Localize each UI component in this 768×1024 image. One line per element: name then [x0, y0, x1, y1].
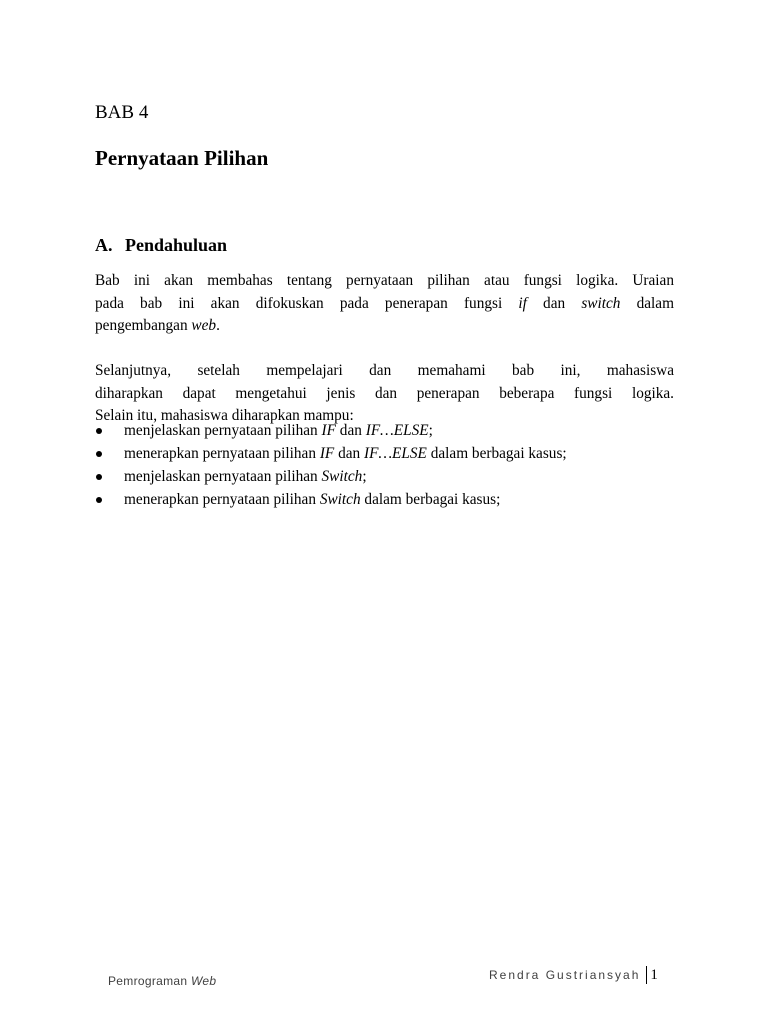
italic-term: if [518, 294, 527, 312]
intro-paragraph [95, 270, 674, 338]
list-item [95, 442, 675, 465]
objectives-paragraph [95, 360, 674, 428]
bullet-icon [96, 474, 102, 480]
section-title: Pendahuluan [125, 235, 228, 255]
chapter-label: BAB 4 [95, 102, 149, 123]
section-heading [95, 232, 227, 258]
paragraph-line [95, 315, 674, 338]
italic-term: Switch [321, 468, 363, 485]
paragraph-line: Selain itu, mahasiswa diharapkan mampu: [95, 407, 354, 424]
bullet-icon [96, 428, 102, 434]
bullet-icon [96, 497, 102, 503]
bullet-icon [96, 451, 102, 457]
paragraph-line: Selanjutnya, setelah mempelajari dan memahami bab ini, mahasiswa [95, 362, 674, 379]
footer-course-title [108, 974, 216, 988]
text-run: menerapkan pernyataan pilihan [124, 445, 320, 462]
footer-author: Rendra Gustriansyah [489, 968, 641, 982]
page-number: 1 [650, 966, 658, 983]
list-item [95, 419, 675, 442]
text-run: dalam berbagai kasus; [360, 491, 501, 508]
italic-term: IF [321, 422, 336, 439]
italic-term: switch [581, 294, 621, 312]
text-run: dalam [620, 294, 674, 312]
text-run: dalam berbagai kasus; [426, 445, 567, 462]
italic-term: IF [319, 445, 335, 462]
italic-term: web [191, 317, 217, 334]
text-run: pengembangan [95, 317, 192, 334]
text-run: ; [428, 422, 433, 439]
list-item [95, 465, 675, 488]
chapter-title: Pernyataan Pilihan [95, 146, 269, 170]
footer-divider [646, 966, 647, 984]
paragraph-line: diharapkan dapat mengetahui jenis dan penerapan beberapa fungsi logika. [95, 384, 674, 402]
italic-term: Switch [319, 491, 361, 508]
list-item [95, 488, 675, 511]
footer-italic: Web [190, 974, 217, 988]
footer-author-page [489, 966, 658, 984]
text-run: . [216, 317, 220, 334]
text-run: ; [362, 468, 367, 485]
text-run: menjelaskan pernyataan pilihan [124, 422, 322, 439]
text-run: dan [526, 294, 582, 312]
paragraph-line [95, 293, 674, 316]
footer-text: Pemrograman [108, 974, 191, 988]
italic-term: IF…ELSE [365, 422, 429, 439]
text-run: dan [334, 445, 365, 462]
objectives-list [95, 419, 675, 511]
text-run: dan [335, 422, 366, 439]
text-run: menjelaskan pernyataan pilihan [124, 468, 322, 485]
text-run: pada bab ini akan difokuskan pada penerapan fungsi [95, 294, 519, 312]
paragraph-line: Bab ini akan membahas tentang pernyataan pilihan atau fungsi logika. Uraian [95, 272, 674, 289]
text-run: menerapkan pernyataan pilihan [124, 491, 320, 508]
italic-term: IF…ELSE [364, 445, 427, 462]
section-number: A. [95, 235, 113, 255]
